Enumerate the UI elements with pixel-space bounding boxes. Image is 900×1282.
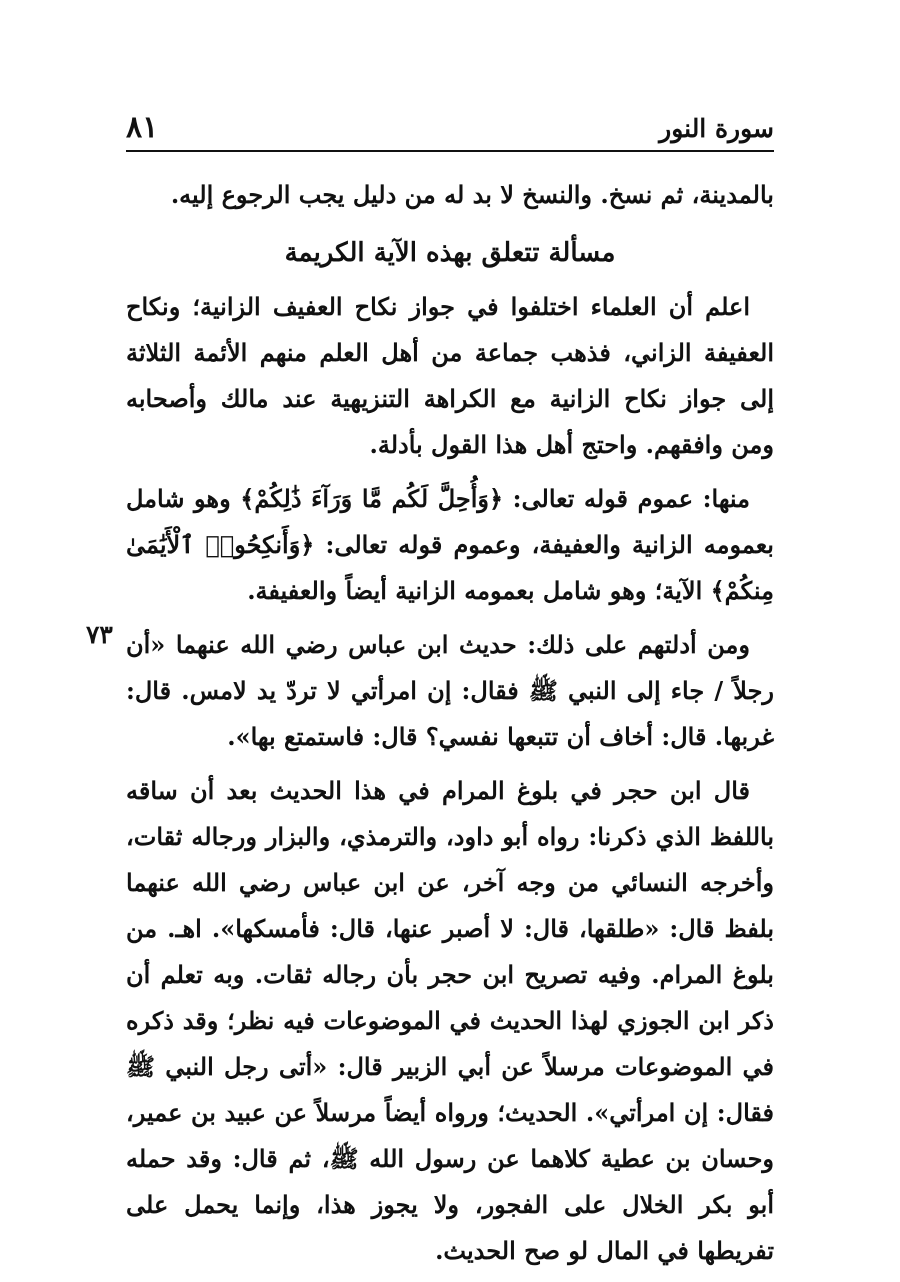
page-body <box>126 172 774 1282</box>
evidence-text-3: الآية؛ وهو شامل بعمومه الزانية أيضاً والعفيفة. <box>247 576 711 605</box>
evidence-text-2: وهو شامل بعمومه الزانية والعفيفة، وعموم قوله تعالى: <box>126 484 774 559</box>
paragraph-hadith-ibn-abbas: ومن أدلتهم على ذلك: حديث ابن عباس رضي الله عنهما «أن رجلاً / جاء إلى النبي ﷺ فقال: إن امرأتي لا تردّ يد لامس. قال: غربها. قال: أخاف أن تتبعها نفسي؟ قال: فاستمتع بها». <box>126 630 774 751</box>
evidence-text-1: منها: عموم قوله تعالى: <box>503 484 750 513</box>
paragraph-scholars-differ: اعلم أن العلماء اختلفوا في جواز نكاح العفيف الزانية؛ ونكاح العفيفة الزاني، فذهب جماعة من أهل العلم منهم الأئمة الثلاثة إلى جواز نكاح الزانية مع الكراهة التنزيهية عند مالك وأصحابه ومن وافقهم. واحتج أهل هذا القول بأدلة. <box>126 292 774 459</box>
page-header <box>126 108 774 152</box>
paragraph-ibn-hajar: قال ابن حجر في بلوغ المرام في هذا الحديث بعد أن ساقه باللفظ الذي ذكرنا: رواه أبو داود، والترمذي، والبزار ورجاله ثقات، وأخرجه النسائي من وجه آخر، عن ابن عباس رضي الله عنهما بلفظ قال: «طلقها، قال: لا أصبر عنها، قال: فأمسكها». اهـ. من بلوغ المرام. وفيه تصريح ابن حجر بأن رجاله ثقات. وبه تعلم أن ذكر ابن الجوزي لهذا الحديث في الموضوعات فيه نظر؛ وقد ذكره في الموضوعات مرسلاً عن أبي الزبير قال: «أتى رجل النبي ﷺ فقال: إن امرأتي». الحديث؛ ورواه أيضاً مرسلاً عن عبيد بن عمير، وحسان بن عطية كلاهما عن رسول الله ﷺ، ثم قال: وقد حمله أبو بكر الخلال على الفجور، ولا يجوز هذا، وإنما يحمل على تفريطها في المال لو صح الحديث. <box>126 776 774 1265</box>
paragraph-evidence-quran <box>126 476 774 614</box>
quran-verse-2: ﴿وَأَنكِحُوا۟ ٱلْأَيَٰمَىٰ مِنكُمْ﴾ <box>126 530 774 605</box>
quran-verse-1: ﴿وَأُحِلَّ لَكُم مَّا وَرَآءَ ذَٰلِكُمْ﴾ <box>240 484 504 513</box>
running-title: سورة النور <box>659 114 774 143</box>
page-number: ٨١ <box>126 110 159 145</box>
paragraph-continuation: بالمدينة، ثم نسخ. والنسخ لا بد له من دليل يجب الرجوع إليه. <box>170 180 774 209</box>
section-heading: مسألة تتعلق بهذه الآية الكريمة <box>284 238 616 268</box>
margin-page-reference: ٧٣ <box>86 620 113 649</box>
